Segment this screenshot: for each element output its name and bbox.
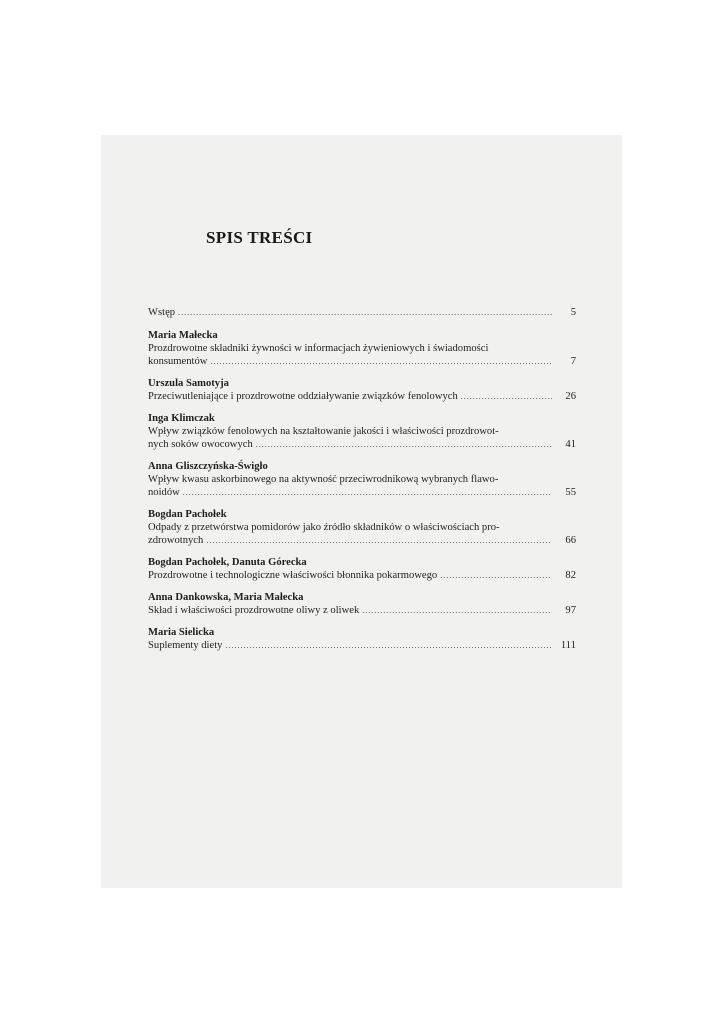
dot-leader xyxy=(210,355,552,368)
toc-entry xyxy=(148,591,576,617)
dot-leader xyxy=(362,604,552,617)
toc-entry xyxy=(148,412,576,451)
toc-title-text: nych soków owocowych xyxy=(148,439,253,450)
toc-page-number: 97 xyxy=(565,605,576,616)
toc-author: Anna Dankowska, Maria Małecka xyxy=(148,592,304,603)
toc-title-text: konsumentów xyxy=(148,356,208,367)
dot-leader xyxy=(440,569,552,582)
toc-title-line: Wpływ kwasu askorbinowego na aktywność przeciwrodnikową wybranych flawo- xyxy=(148,474,499,485)
toc-leader-line xyxy=(148,390,576,403)
toc-title-line: Prozdrowotne składniki żywności w informacjach żywieniowych i świadomości xyxy=(148,343,489,354)
dot-leader xyxy=(256,438,552,451)
dot-leader xyxy=(461,390,552,403)
toc-leader-line xyxy=(148,604,576,617)
toc-title-text: noidów xyxy=(148,487,180,498)
toc-page-number: 82 xyxy=(565,570,576,581)
toc-title-text: Skład i właściwości prozdrowotne oliwy z oliwek xyxy=(148,605,360,616)
toc-leader-line xyxy=(148,534,576,547)
toc-entry xyxy=(148,460,576,499)
dot-leader xyxy=(225,639,552,652)
page-title: SPIS TREŚCI xyxy=(206,228,313,247)
toc-leader-line xyxy=(148,306,576,319)
toc-entry xyxy=(148,329,576,368)
toc-page-number: 26 xyxy=(565,391,576,402)
toc-title-text: Prozdrowotne i technologiczne właściwości błonnika pokarmowego xyxy=(148,570,438,581)
table-of-contents xyxy=(148,306,576,661)
toc-page-number: 66 xyxy=(565,535,576,546)
toc-title-text: zdrowotnych xyxy=(148,535,204,546)
toc-leader-line xyxy=(148,355,576,368)
toc-author: Anna Gliszczyńska-Świgło xyxy=(148,461,268,472)
toc-leader-line xyxy=(148,569,576,582)
toc-title-text: Suplementy diety xyxy=(148,640,223,651)
toc-leader-line xyxy=(148,639,576,652)
toc-author: Maria Małecka xyxy=(148,330,218,341)
toc-author: Inga Klimczak xyxy=(148,413,215,424)
toc-page-number: 55 xyxy=(565,487,576,498)
toc-entry xyxy=(148,306,576,319)
dot-leader xyxy=(206,534,552,547)
toc-page-number: 111 xyxy=(560,640,576,651)
toc-author: Bogdan Pachołek, Danuta Górecka xyxy=(148,557,307,568)
toc-entry xyxy=(148,556,576,582)
toc-entry xyxy=(148,377,576,403)
toc-entry xyxy=(148,508,576,547)
toc-title-text: Wstęp xyxy=(148,307,176,318)
toc-title-line: Wpływ związków fenolowych na kształtowanie jakości i właściwości prozdrowot- xyxy=(148,426,499,437)
toc-author: Urszula Samotyja xyxy=(148,378,229,389)
toc-author: Maria Sielicka xyxy=(148,627,215,638)
toc-entry xyxy=(148,626,576,652)
toc-title-line: Odpady z przetwórstwa pomidorów jako źródło składników o właściwościach pro- xyxy=(148,522,500,533)
toc-title-text: Przeciwutleniające i prozdrowotne oddziaływanie związków fenolowych xyxy=(148,391,458,402)
dot-leader xyxy=(178,306,552,319)
toc-page-number: 5 xyxy=(570,307,576,318)
toc-author: Bogdan Pachołek xyxy=(148,509,227,520)
dot-leader xyxy=(183,486,552,499)
toc-page-number: 7 xyxy=(570,356,576,367)
toc-page-number: 41 xyxy=(565,439,576,450)
toc-leader-line xyxy=(148,486,576,499)
toc-leader-line xyxy=(148,438,576,451)
